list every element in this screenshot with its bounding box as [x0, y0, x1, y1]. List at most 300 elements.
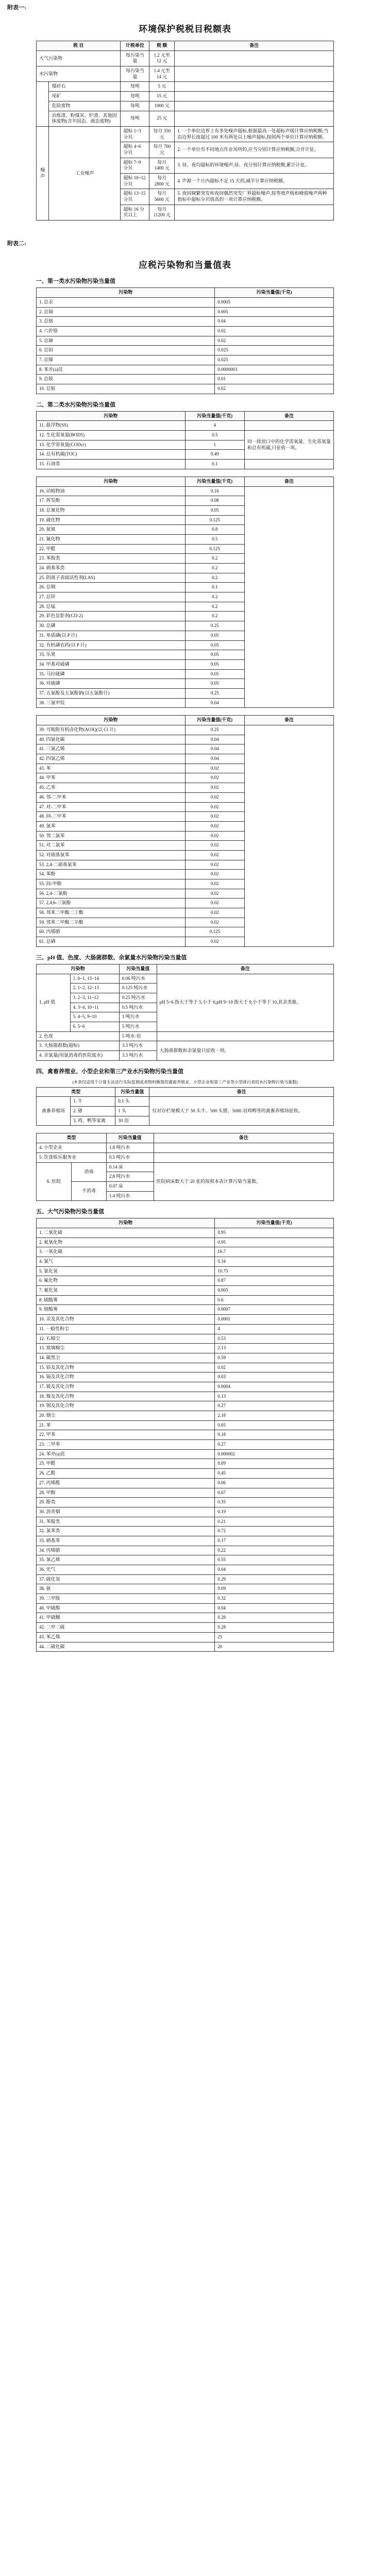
col-header-note: 备注: [157, 964, 333, 974]
note-cell: [175, 101, 334, 111]
pollutant-cell: 28. 总锰: [37, 602, 186, 612]
solid-waste-group-cell: [37, 82, 49, 126]
ph-range-cell: 2. 1~2, 12~13: [70, 984, 119, 993]
pollutant-cell: 21. 苯: [37, 1420, 215, 1430]
pollutant-cell: 52. 对硝基氯苯: [37, 850, 186, 860]
note-cell: pH 5~6 指大于等于 5,小于 6;pH 9~10 指大于 9,小于等于 10,其余类推。: [157, 974, 333, 1031]
equivalent-cell: 0.25: [185, 621, 244, 631]
pollutant-cell: 35. 氯乙烯: [37, 1555, 215, 1565]
amount-cell: 每月 1400 元: [149, 158, 175, 173]
note-cell: [175, 50, 334, 66]
table-row: [37, 336, 334, 346]
pollutant-cell: 16. 镉及其化合物: [37, 1372, 215, 1382]
equivalent-cell: 0.02: [185, 870, 244, 879]
table-row: [37, 1247, 334, 1257]
ph-name-cell: 1. pH 值: [37, 974, 71, 1031]
equivalent-cell: 0.59: [215, 1353, 334, 1363]
type-cell: 4. 小型企业: [37, 1143, 107, 1153]
equivalent-cell: 0.125: [185, 927, 244, 937]
equivalent-cell: 0.25 吨污水: [119, 993, 157, 1003]
equivalent-cell: 0.005: [215, 307, 334, 317]
table-row: [37, 1257, 334, 1267]
pollutant-cell: 19. 锡及其化合物: [37, 1401, 215, 1411]
note-cell: 医院病床数大于 20 张的按照本表计算污染当量数。: [154, 1162, 333, 1201]
equivalent-cell: 4: [215, 1324, 334, 1334]
pollutant-cell: 14. 碳黑尘: [37, 1353, 215, 1363]
livestock-table: [36, 1087, 334, 1126]
table-row: [37, 1613, 334, 1623]
table-row: [37, 1574, 334, 1584]
note-cell: [244, 421, 333, 431]
table-row: [37, 1555, 334, 1565]
pollutant-cell: 53. 2,4-二硝基氯苯: [37, 860, 186, 870]
pollutant-cell: 22. 甲醛: [37, 544, 186, 554]
pollutant-cell: 39. 可吸附有机卤化物(AOX)(以 Cl 计): [37, 725, 186, 735]
air-pollutant-table: [36, 1218, 334, 1652]
table-row: [37, 1392, 334, 1401]
pollutant-cell: 24. 苯并(a)芘: [37, 1449, 215, 1459]
pollutant-cell: 12. 生化需氧量(BOD5): [37, 431, 186, 440]
note-cell: 4. 声源一个月内超标不足 15 天的,减半计算应纳税额。: [175, 174, 334, 189]
ph-color-table: [36, 964, 334, 1061]
equivalent-cell: 1.8 吨污水: [106, 1143, 154, 1153]
pollutant-cell: 11. 一般性粉尘: [37, 1324, 215, 1334]
equivalent-cell: 0.05: [185, 631, 244, 640]
pollutant-cell: 2. 总镉: [37, 307, 215, 317]
equivalent-cell: 0.6: [215, 1295, 334, 1305]
tax-item-cell: 尾矿: [49, 92, 121, 101]
noise-category-cell: 噪声: [37, 126, 49, 220]
pollutant-cell: 7. 总镍: [37, 355, 215, 365]
equivalent-cell: 0.02: [185, 918, 244, 927]
equivalent-cell: 0.04: [185, 698, 244, 708]
pollutant-cell: 49. 氯苯: [37, 821, 186, 831]
col-header-equivalent: 污染当量值(千克): [185, 716, 244, 725]
col-header-pollutant: 污染物: [37, 716, 186, 725]
equivalent-cell: 0.02: [215, 336, 334, 346]
amount-cell: 1000 元: [149, 101, 175, 111]
equivalent-cell: 0.19: [215, 1507, 334, 1517]
table-row: [37, 431, 334, 440]
col-header-equivalent: 污染当量值(千克): [185, 411, 244, 421]
equivalent-cell: 0.02: [185, 812, 244, 822]
col-header-unit: 计税单位: [121, 41, 149, 51]
pollutant-cell: 2. 色度: [37, 1031, 120, 1041]
annex1-title: 环境保护税税目税额表: [139, 24, 231, 34]
type-cell: 5. 饮食娱乐服务业: [37, 1153, 107, 1162]
equivalent-cell: 0.53: [215, 1334, 334, 1344]
table-row: [37, 1305, 334, 1315]
table-row: [37, 1324, 334, 1334]
table-row: [37, 1031, 334, 1041]
pollutant-cell: 32. 有机磷农药(以 P 计): [37, 640, 186, 650]
pollutant-cell: 12. 石棉尘: [37, 1334, 215, 1344]
water-class2-table-c: [36, 715, 334, 947]
equivalent-cell: 0.1: [185, 460, 244, 469]
equivalent-cell: 0.05: [215, 1420, 334, 1430]
pollutant-cell: 20. 氨氮: [37, 525, 186, 535]
equivalent-cell: 0.02: [185, 899, 244, 908]
table-row: [37, 1276, 334, 1286]
col-header-note: 备注: [244, 411, 333, 421]
table-row: [37, 326, 334, 336]
pollutant-cell: 42. 四氯乙烯: [37, 754, 186, 764]
table-row: [37, 365, 334, 375]
equivalent-cell: 0.02: [185, 821, 244, 831]
pollutant-cell: 10. 汞及其化合物: [37, 1315, 215, 1325]
table-row: [37, 1411, 334, 1421]
equivalent-cell: 0.55: [215, 1555, 334, 1565]
pollutant-cell: 10. 总银: [37, 384, 215, 394]
equivalent-cell: 1 头: [115, 1107, 149, 1116]
pollutant-cell: 44. 甲苯: [37, 773, 186, 783]
equivalent-cell: 0.05: [185, 679, 244, 689]
pollutant-cell: 50. 邻二氯苯: [37, 831, 186, 841]
annex2-title: 应税污染物和当量值表: [139, 260, 231, 270]
equivalent-cell: 0.5: [185, 431, 244, 440]
water-class1-table: [36, 287, 334, 394]
col-header-type: 类型: [37, 1087, 115, 1097]
table-row: [37, 1363, 334, 1372]
col-header-item: 税 目: [37, 41, 121, 51]
pollutant-cell: 19. 硫化物: [37, 515, 186, 525]
tax-item-cell: 大气污染物: [37, 50, 121, 66]
pollutant-cell: 59. 邻苯二甲酸二辛酯: [37, 918, 186, 927]
equivalent-cell: 0.02: [185, 841, 244, 851]
table-row: [37, 1623, 334, 1633]
section2-title: 二、第二类水污染物污染当量值: [36, 401, 115, 408]
pollutant-cell: 20. 烟尘: [37, 1411, 215, 1421]
equivalent-cell: 0.67: [215, 1488, 334, 1498]
equivalent-cell: 0.025: [215, 355, 334, 365]
table-row: [37, 355, 334, 365]
equivalent-cell: 0.2: [185, 612, 244, 621]
equivalent-cell: 25: [215, 1632, 334, 1642]
col-header-pollutant: 污染物: [37, 288, 215, 298]
equivalent-cell: 0.25: [185, 725, 244, 735]
equivalent-cell: 0.04: [185, 754, 244, 764]
animal-cell: 3. 鸡、鸭等家禽: [71, 1116, 115, 1126]
col-header-equivalent: 污染当量值: [119, 964, 157, 974]
equivalent-cell: 0.18: [215, 1430, 334, 1440]
section5-title: 五、大气污染物污染当量值: [36, 1209, 104, 1215]
equivalent-cell: 0.25: [185, 688, 244, 698]
pollutant-cell: 37. 硫化氢: [37, 1574, 215, 1584]
equivalent-cell: 0.5 吨污水: [106, 1153, 154, 1162]
table-row: [37, 1266, 334, 1276]
table-row: [37, 1228, 334, 1238]
equivalent-cell: 0.04: [185, 744, 244, 754]
pollutant-cell: 13. 玻璃棉尘: [37, 1344, 215, 1353]
table-row: [37, 1097, 334, 1107]
note-cell: [175, 205, 334, 220]
tax-item-cell: 煤矸石: [49, 82, 121, 92]
pollutant-cell: 13. 化学需氧量(CODcr): [37, 440, 186, 450]
pollutant-cell: 3. 一氧化碳: [37, 1247, 215, 1257]
pollutant-cell: 24. 硝基苯类: [37, 564, 186, 573]
table-row: [37, 1153, 334, 1162]
equivalent-cell: 0.1 头: [115, 1097, 149, 1107]
pollutant-cell: 31. 苯胺类: [37, 1517, 215, 1527]
noise-level-cell: 超标 7~9 分贝: [121, 158, 149, 173]
equivalent-cell: 0.05: [185, 669, 244, 679]
noise-level-cell: 超标 10~12 分贝: [121, 174, 149, 189]
equivalent-cell: 5 吨污水: [119, 1022, 157, 1031]
table-row: [37, 1401, 334, 1411]
note-cell: 同一排放口中的化学需氧量、生化需氧量和总有机碳,只征收一项。: [244, 431, 333, 460]
equivalent-cell: 0.005: [215, 1286, 334, 1296]
equivalent-cell: 0.04: [215, 1565, 334, 1575]
pollutant-cell: 40. 甲硫醇: [37, 1603, 215, 1613]
equivalent-cell: 10.75: [215, 1266, 334, 1276]
pollutant-cell: 22. 甲苯: [37, 1430, 215, 1440]
equivalent-cell: 3.3 吨污水: [119, 1041, 157, 1051]
disinfect-cell: 消毒: [71, 1162, 106, 1181]
table-row: [37, 1295, 334, 1305]
table-row: [37, 1459, 334, 1469]
table-row: [37, 92, 334, 101]
table-row: [37, 1498, 334, 1507]
pollutant-cell: 34. 甲基对硫磷: [37, 659, 186, 669]
pollutant-cell: 3. 大肠菌群数(超标): [37, 1041, 120, 1051]
amount-cell: 1.2 元至 12 元: [149, 50, 175, 66]
equivalent-cell: 0.95: [215, 1238, 334, 1247]
pollutant-cell: 8. 硫酸雾: [37, 1295, 215, 1305]
equivalent-cell: 0.13: [215, 1392, 334, 1401]
equivalent-cell: 0.02: [185, 937, 244, 947]
amount-cell: 每月 350 元: [149, 126, 175, 142]
equivalent-cell: 16.7: [215, 1247, 334, 1257]
note-cell: 1. 一个单位边界上有多处噪声超标,根据最高一处超标声级计算应纳税额;当沿边界长度超过 100 米有两处以上噪声超标,按照两个单位计算应纳税额。: [175, 126, 334, 142]
pollutant-cell: 30. 总磷: [37, 621, 186, 631]
tax-item-cell: 冶炼渣、粉煤灰、炉渣、其他固体废物(含半固态、液态废物): [49, 111, 121, 126]
unit-cell: 每污染当量: [121, 50, 149, 66]
equivalent-cell: 1 吨污水: [119, 1012, 157, 1022]
equivalent-cell: 0.49: [185, 450, 244, 460]
note-cell: 3. 昼、夜均超标的环境噪声,昼、夜分别计算应纳税额,累计计征。: [175, 158, 334, 173]
col-header-note: 备注: [149, 1087, 334, 1097]
table-row: [37, 1041, 334, 1051]
pollutant-cell: 5. 氯化氢: [37, 1266, 215, 1276]
pollutant-cell: 15. 铅及其化合物: [37, 1363, 215, 1372]
note-cell: [244, 460, 333, 469]
amount-cell: 每月 5600 元: [149, 189, 175, 205]
equivalent-cell: 0.02: [215, 384, 334, 394]
equivalent-cell: 0.14 床: [106, 1162, 154, 1172]
col-header-pollutant: 污染物: [37, 1218, 215, 1228]
pollutant-cell: 60. 丙烯腈: [37, 927, 186, 937]
pollutant-cell: 26. 总铜: [37, 583, 186, 592]
amount-cell: 每月 2800 元: [149, 174, 175, 189]
table-row: [37, 1449, 334, 1459]
table-row: [37, 1353, 334, 1363]
equivalent-cell: 0.02: [185, 783, 244, 793]
pollutant-cell: 9. 铬酸雾: [37, 1305, 215, 1315]
pollutant-cell: 23. 二甲苯: [37, 1440, 215, 1450]
pollutant-cell: 1. 总汞: [37, 297, 215, 307]
pollutant-cell: 7. 氰化氢: [37, 1286, 215, 1296]
equivalent-cell: 0.2: [185, 564, 244, 573]
note-cell: 仅对存栏规模大于 50 头牛、500 头猪、5000 羽鸡鸭等的禽畜养殖场征收。: [149, 1097, 334, 1126]
table-row: [37, 1584, 334, 1594]
pollutant-cell: 29. 彩色显影剂(CD-2): [37, 612, 186, 621]
equivalent-cell: 5 吨水·倍: [119, 1031, 157, 1041]
table-row: [37, 1440, 334, 1450]
table-row: [37, 1527, 334, 1536]
pollutant-cell: 30. 沥青烟: [37, 1507, 215, 1517]
table-row: [37, 1162, 334, 1172]
equivalent-cell: 3.3 吨污水: [119, 1051, 157, 1061]
table-row: [37, 1315, 334, 1325]
pollutant-cell: 23. 苯胺类: [37, 554, 186, 564]
table-row: [37, 1536, 334, 1546]
pollutant-cell: 6. 氟化物: [37, 1276, 215, 1286]
equivalent-cell: 0.05: [185, 650, 244, 660]
pollutant-cell: 27. 丙烯醛: [37, 1478, 215, 1488]
table-row: [37, 1143, 334, 1153]
pollutant-cell: 27. 总锌: [37, 592, 186, 602]
pollutant-cell: 17. 铍及其化合物: [37, 1382, 215, 1392]
water-class2-table-b: [36, 477, 334, 708]
equivalent-cell: 0.02: [185, 889, 244, 899]
equivalent-cell: 0.05: [185, 659, 244, 669]
pollutant-cell: 18. 镍及其化合物: [37, 1392, 215, 1401]
amount-cell: 15 元: [149, 92, 175, 101]
table-row: [37, 1334, 334, 1344]
pollutant-cell: 57. 2,4,6-三氯酚: [37, 899, 186, 908]
table-row: [37, 421, 334, 431]
pollutant-cell: 3. 总铬: [37, 317, 215, 327]
unit-cell: 每吨: [121, 92, 149, 101]
note-cell: [175, 66, 334, 82]
amount-cell: 1.4 元至 14 元: [149, 66, 175, 82]
equivalent-cell: 0.05: [185, 640, 244, 650]
annex2-label: 附表二:: [7, 241, 26, 247]
equivalent-cell: 0.2: [185, 573, 244, 583]
pollutant-cell: 56. 2,4-二氯酚: [37, 889, 186, 899]
tax-item-cell: 危险废物: [49, 101, 121, 111]
livestock-name-cell: 禽畜养殖场: [37, 1097, 71, 1126]
pollutant-cell: 29. 酚类: [37, 1498, 215, 1507]
equivalent-cell: 20: [215, 1642, 334, 1652]
pollutant-cell: 43. 苯乙烯: [37, 1632, 215, 1642]
equivalent-cell: 0.32: [215, 1594, 334, 1604]
equivalent-cell: 0.5 吨污水: [119, 1003, 157, 1012]
tax-item-cell: 水污染物: [37, 66, 121, 82]
animal-cell: 1. 牛: [71, 1097, 115, 1107]
pollutant-cell: 4. 余氯量(用氯消毒的医院废水): [37, 1051, 120, 1061]
equivalent-cell: 2.13: [215, 1344, 334, 1353]
table-row: [37, 126, 334, 142]
col-header-amount: 税 额: [149, 41, 175, 51]
pollutant-cell: 38. 氨: [37, 1584, 215, 1594]
table-row: [37, 486, 334, 496]
pollutant-cell: 15. 石油类: [37, 460, 186, 469]
equivalent-cell: 0.04: [215, 317, 334, 327]
table-row: [37, 1469, 334, 1479]
col-header-equivalent: 污染当量值: [106, 1133, 154, 1143]
col-header-pollutant: 污染物: [37, 964, 120, 974]
pollutant-cell: 33. 乐果: [37, 650, 186, 660]
pollutant-cell: 34. 丙烯腈: [37, 1546, 215, 1555]
table-row: [37, 50, 334, 66]
pollutant-cell: 6. 总铅: [37, 346, 215, 355]
equivalent-cell: 0.05: [185, 505, 244, 515]
annex1-label: 附表一:: [7, 5, 26, 11]
animal-cell: 2. 猪: [71, 1107, 115, 1116]
equivalent-cell: 0.21: [215, 1517, 334, 1527]
pollutant-cell: 4. 六价铬: [37, 326, 215, 336]
pollutant-cell: 47. 对-二甲苯: [37, 802, 186, 812]
equivalent-cell: 0.2: [185, 602, 244, 612]
noise-level-cell: 超标 4~6 分贝: [121, 142, 149, 158]
equivalent-cell: 0.72: [215, 1527, 334, 1536]
equivalent-cell: 0.16: [185, 486, 244, 496]
table-row: [37, 375, 334, 384]
equivalent-cell: 0.125 吨污水: [119, 984, 157, 993]
unit-cell: 每吨: [121, 111, 149, 126]
table-row: [37, 1238, 334, 1247]
table-row: [37, 1594, 334, 1604]
pollutant-cell: 42. 二甲二硫: [37, 1623, 215, 1633]
table-row: [37, 1488, 334, 1498]
pollutant-cell: 32. 氯苯类: [37, 1527, 215, 1536]
equivalent-cell: 0.87: [215, 1276, 334, 1286]
equivalent-cell: 1.4 吨污水: [106, 1191, 154, 1201]
table-row: [37, 384, 334, 394]
table-row: [37, 1478, 334, 1488]
ph-range-cell: 1. 0~1, 13~14: [70, 974, 119, 984]
pollutant-cell: 41. 三氯乙烯: [37, 744, 186, 754]
equivalent-cell: 0.02: [185, 802, 244, 812]
pollutant-cell: 36. 对硫磷: [37, 679, 186, 689]
pollutant-cell: 43. 苯: [37, 764, 186, 773]
table-row: [37, 82, 334, 92]
blank-area: [0, 1652, 370, 2576]
equivalent-cell: 0.1: [185, 583, 244, 592]
pollutant-cell: 14. 总有机碳(TOC): [37, 450, 186, 460]
pollutant-cell: 40. 四氯化碳: [37, 735, 186, 744]
pollutant-cell: 33. 硝基苯: [37, 1536, 215, 1546]
table-row: [37, 460, 334, 469]
equivalent-cell: 0.35: [215, 1498, 334, 1507]
pollutant-cell: 5. 总砷: [37, 336, 215, 346]
equivalent-cell: 0.06 吨污水: [119, 974, 157, 984]
ph-range-cell: 3. 2~3, 11~12: [70, 993, 119, 1003]
pollutant-cell: 26. 乙醛: [37, 1469, 215, 1479]
equivalent-cell: 9.09: [215, 1584, 334, 1594]
equivalent-cell: 0.04: [215, 1603, 334, 1613]
table-row: [37, 111, 334, 126]
table-row: [37, 101, 334, 111]
note-cell: [154, 1143, 333, 1153]
col-header-type: 类型: [37, 1133, 107, 1143]
tax-items-table: [36, 41, 334, 221]
ph-range-cell: 5. 4~5, 9~10: [70, 1012, 119, 1022]
equivalent-cell: 0.08: [185, 496, 244, 506]
section3-title: 三、pH 值、色度、大肠菌群数、余氯量水污染物污染当量值: [36, 954, 187, 961]
table-row: [37, 1632, 334, 1642]
small-business-table: [36, 1133, 334, 1201]
noise-level-cell: 超标 1~3 分贝: [121, 126, 149, 142]
equivalent-cell: 0.02: [185, 850, 244, 860]
equivalent-cell: 30 羽: [115, 1116, 149, 1126]
pollutant-cell: 61. 总硒: [37, 937, 186, 947]
pollutant-cell: 54. 苯酚: [37, 870, 186, 879]
equivalent-cell: 0.02: [185, 764, 244, 773]
unit-cell: 每吨: [121, 101, 149, 111]
pollutant-cell: 8. 苯并(a)芘: [37, 365, 215, 375]
